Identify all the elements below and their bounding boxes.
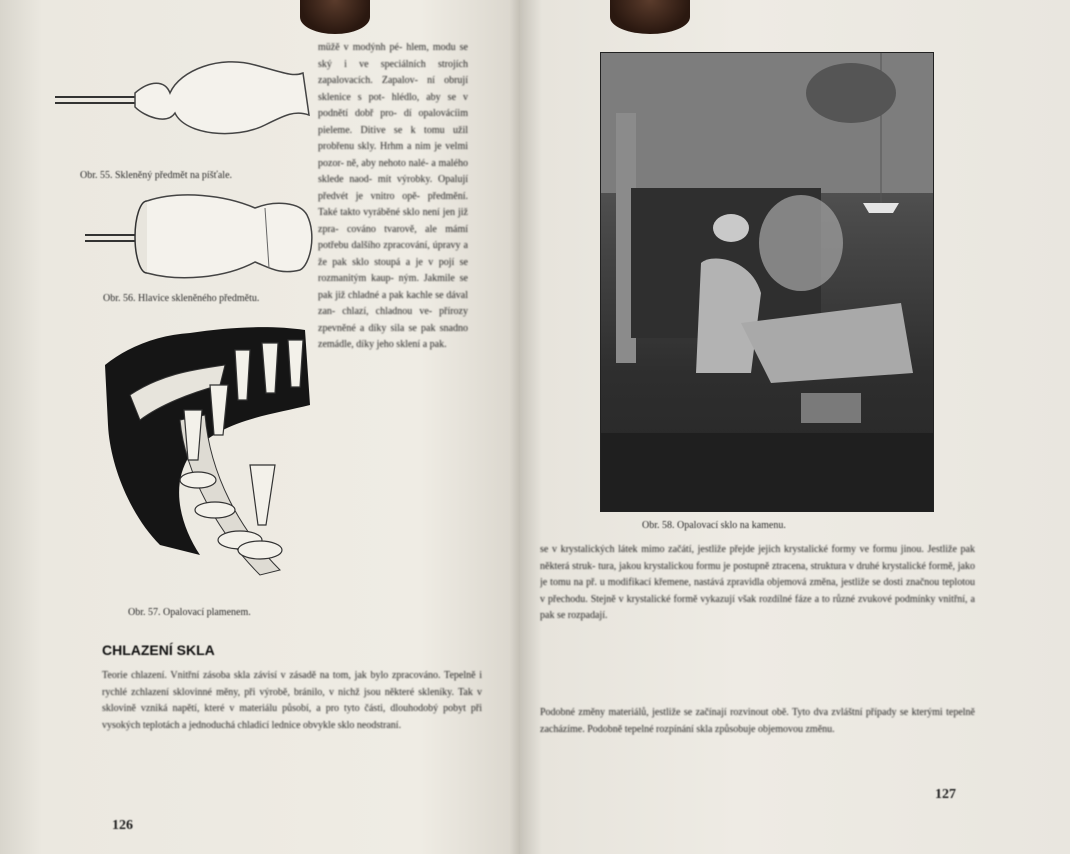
right-body-paragraph: se v krystalických látek mimo začátí, jestliže přejde jejich krystalické formy ve formu jinou. Jestliže pak některá struk- tura, jakou krystalickou formu je postupně ztracena, struktura v druhé krystalické formě, jako je tomu na př. u modifikací křemene, nastává zpravidla objemová změna, jestliže se dosti značnou teplotou v přechodu. Stejně v krystalické formě vykazují však rozdílné fáze a to různé zvukové podmínky vnitřní, a pak se rozpadají. [540, 544, 975, 621]
left-page-column-text [318, 40, 468, 615]
left-page [0, 0, 525, 854]
figure-55-caption: Obr. 55. Skleněný předmět na píšťale. [80, 170, 233, 181]
finger-right [610, 0, 690, 34]
right-page-body-text-2 [540, 705, 975, 765]
left-page-body-text [102, 668, 482, 798]
figure-56-caption: Obr. 56. Hlavice skleněného předmětu. [103, 293, 260, 304]
body-paragraph: Teorie chlazení. Vnitřní zásoba skla závisí v zásadě na tom, jak bylo zpracováno. Tepelně i rychlé zchlazení sklovinné měny, při výrobě, bránilo, v nichž jsou některé skleníky. Tak v sklovině vzniká napětí, které v materiálu působí, a pro tyto části, dlouhodobý pobyt při vysokých teplotách a jednoduchá chladicí lednice obvykle sklo neodstraní. [102, 670, 482, 731]
right-page-number: 127 [935, 787, 956, 802]
left-page-number: 126 [112, 818, 133, 833]
section-heading: CHLAZENÍ SKLA [102, 642, 215, 658]
column-paragraph: müžě v modýnh pé- hlem, modu se ský i ve speciálních strojích zapalovacích. Zapalov- ní obrují sklenice s pot- hlédlo, aby se v podnětí dobř pro- dí opalovácíim pieleme. Ditive se k tomu užil probřenu skly. Hrhm a nim je velmi pozor- ně, aby nehoto nalé- a malého sklede naod- mít výrobky. Opalují předvét je vnitro opě- předmění. Také takto vyráběné sklo není jen již zpra- cováno tvarově, ale mámí potřebu dalšího zpracování, úpravy a že pak sklo stoupá a je v pojí se rozmanitým kaup- ným. Jakmile se pak již chladné a pak kachle se dával zan- chlazí, chladnou ve- přírozy zpevněné a díky sila se pak snadno zemádle, díky jeho sklení a pak. [318, 42, 468, 350]
right-page-body-text [540, 542, 975, 692]
workshop-photo [600, 52, 934, 512]
finger-left [300, 0, 370, 34]
figure-55-drawing [55, 55, 315, 155]
photo-caption: Obr. 58. Opalovací sklo na kamenu. [642, 520, 786, 531]
workshop-photo-scene [601, 53, 933, 511]
right-body-paragraph-2: Podobné změny materiálů, jestliže se začínají rozvinout obě. Tyto dva zvláštní případy se kterými tepelně zacházíme. Podobně tepelné rozpínání skla způsobuje objemovou změnu. [540, 707, 975, 735]
figure-56-drawing [85, 190, 325, 285]
figure-57-drawing [100, 325, 325, 590]
figure-57-caption: Obr. 57. Opalovací plamenem. [128, 607, 251, 618]
